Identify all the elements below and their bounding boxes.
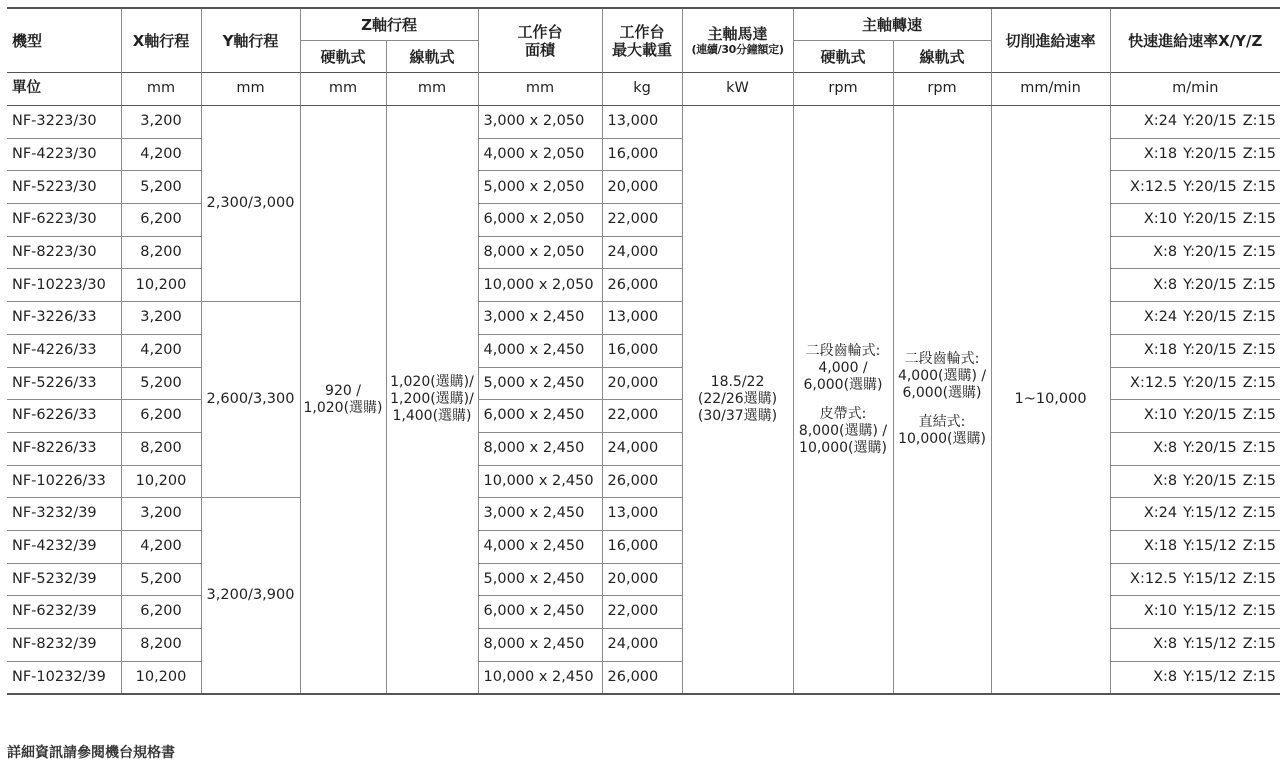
rapid-feed-rz: Z:15 — [1242, 341, 1277, 358]
rapid-feed-rx: X:18 — [1143, 145, 1178, 162]
unit-motor: kW — [682, 73, 793, 106]
header-table-area-line2: 面積 — [525, 40, 556, 59]
rapid-feed-cell — [1110, 661, 1280, 694]
header-rapid-feed: 快速進給速率X/Y/Z — [1110, 8, 1280, 73]
rapid-feed-rx: X:8 — [1153, 440, 1178, 457]
rapid-feed-rx: X:24 — [1143, 113, 1178, 130]
rapid-feed-ry: Y:15/12 — [1183, 570, 1237, 587]
rapid-feed-cell — [1110, 138, 1280, 171]
rapid-feed-ry: Y:20/15 — [1183, 211, 1237, 228]
rapid-feed-ry: Y:20/15 — [1183, 407, 1237, 424]
model-cell: NF-3223/30 — [7, 106, 121, 139]
header-speed-hard: 硬軌式 — [793, 41, 893, 73]
table-area-cell: 4,000 x 2,450 — [478, 334, 602, 367]
x-travel-cell: 10,200 — [121, 661, 201, 694]
spindle-motor-cell — [682, 106, 793, 695]
rapid-feed-ry: Y:20/15 — [1183, 472, 1237, 489]
table-area-cell: 5,000 x 2,050 — [478, 171, 602, 204]
table-load-cell: 13,000 — [602, 498, 682, 531]
rapid-feed-rx: X:8 — [1153, 636, 1178, 653]
rapid-feed-rx: X:24 — [1143, 505, 1178, 522]
rapid-feed-rz: Z:15 — [1242, 276, 1277, 293]
table-load-cell: 16,000 — [602, 334, 682, 367]
rapid-feed-ry: Y:20/15 — [1183, 243, 1237, 260]
unit-z-hard: mm — [300, 73, 386, 106]
table-area-cell: 8,000 x 2,450 — [478, 629, 602, 662]
model-cell: NF-10232/39 — [7, 661, 121, 694]
table-load-cell: 20,000 — [602, 563, 682, 596]
model-cell: NF-6226/33 — [7, 400, 121, 433]
header-table-load — [602, 8, 682, 73]
model-cell: NF-10226/33 — [7, 465, 121, 498]
rapid-feed-cell — [1110, 236, 1280, 269]
spindle-motor-line: (30/37選購) — [697, 408, 778, 425]
speed-linear-line: 二段齒輪式: — [904, 351, 980, 368]
model-cell: NF-8223/30 — [7, 236, 121, 269]
unit-cut-feed: mm/min — [991, 73, 1110, 106]
table-load-cell: 24,000 — [602, 432, 682, 465]
rapid-feed-ry: Y:20/15 — [1183, 440, 1237, 457]
rapid-feed-cell — [1110, 432, 1280, 465]
speed-linear-line — [896, 402, 989, 415]
speed-linear-cell — [893, 106, 991, 695]
table-area-cell: 3,000 x 2,450 — [478, 302, 602, 335]
header-table-load-line2: 最大載重 — [612, 40, 673, 59]
rapid-feed-cell — [1110, 596, 1280, 629]
rapid-feed-cell — [1110, 400, 1280, 433]
rapid-feed-ry: Y:15/12 — [1183, 538, 1237, 555]
spec-table-body — [7, 106, 1280, 695]
y-travel-cell: 2,600/3,300 — [201, 302, 300, 498]
speed-hard-line: 6,000(選購) — [803, 376, 883, 393]
x-travel-cell: 8,200 — [121, 629, 201, 662]
table-area-cell: 10,000 x 2,450 — [478, 465, 602, 498]
speed-hard-line — [796, 393, 891, 406]
header-table-area-line1: 工作台 — [517, 22, 563, 41]
table-area-cell: 6,000 x 2,450 — [478, 400, 602, 433]
table-load-cell: 16,000 — [602, 138, 682, 171]
rapid-feed-rx: X:8 — [1153, 472, 1178, 489]
rapid-feed-cell — [1110, 269, 1280, 302]
rapid-feed-cell — [1110, 563, 1280, 596]
table-load-cell: 26,000 — [602, 465, 682, 498]
rapid-feed-rz: Z:15 — [1242, 211, 1277, 228]
rapid-feed-rx: X:10 — [1143, 603, 1178, 620]
rapid-feed-ry: Y:20/15 — [1183, 341, 1237, 358]
unit-speed-linear: rpm — [893, 73, 991, 106]
rapid-feed-rz: Z:15 — [1242, 538, 1277, 555]
header-table-area — [478, 8, 602, 73]
header-spindle-speed: 主軸轉速 — [793, 8, 991, 41]
table-area-cell: 3,000 x 2,050 — [478, 106, 602, 139]
rapid-feed-ry: Y:15/12 — [1183, 636, 1237, 653]
rapid-feed-rx: X:12.5 — [1130, 374, 1178, 391]
table-load-cell: 22,000 — [602, 596, 682, 629]
unit-speed-hard: rpm — [793, 73, 893, 106]
header-cutting-feed: 切削進給速率 — [991, 8, 1110, 73]
rapid-feed-rz: Z:15 — [1242, 113, 1277, 130]
model-cell: NF-8232/39 — [7, 629, 121, 662]
header-spindle-motor — [682, 8, 793, 73]
spec-table — [7, 7, 1280, 695]
rapid-feed-cell — [1110, 498, 1280, 531]
x-travel-cell: 4,200 — [121, 138, 201, 171]
rapid-feed-cell — [1110, 465, 1280, 498]
rapid-feed-rz: Z:15 — [1242, 243, 1277, 260]
y-travel-cell: 2,300/3,000 — [201, 106, 300, 302]
x-travel-cell: 4,200 — [121, 334, 201, 367]
model-cell: NF-4232/39 — [7, 530, 121, 563]
model-cell: NF-5223/30 — [7, 171, 121, 204]
header-z-hard: 硬軌式 — [300, 41, 386, 73]
x-travel-cell: 3,200 — [121, 498, 201, 531]
rapid-feed-rx: X:12.5 — [1130, 570, 1178, 587]
unit-area: mm — [478, 73, 602, 106]
x-travel-cell: 3,200 — [121, 106, 201, 139]
x-travel-cell: 6,200 — [121, 400, 201, 433]
table-load-cell: 22,000 — [602, 204, 682, 237]
rapid-feed-ry: Y:20/15 — [1183, 178, 1237, 195]
rapid-feed-cell — [1110, 106, 1280, 139]
table-load-cell: 26,000 — [602, 269, 682, 302]
rapid-feed-ry: Y:15/12 — [1183, 505, 1237, 522]
rapid-feed-cell — [1110, 171, 1280, 204]
rapid-feed-cell — [1110, 367, 1280, 400]
rapid-feed-ry: Y:15/12 — [1183, 603, 1237, 620]
table-area-cell: 3,000 x 2,450 — [478, 498, 602, 531]
speed-linear-line: 6,000(選購) — [902, 384, 982, 401]
speed-hard-cell — [793, 106, 893, 695]
table-area-cell: 8,000 x 2,050 — [478, 236, 602, 269]
rapid-feed-cell — [1110, 302, 1280, 335]
rapid-feed-rz: Z:15 — [1242, 145, 1277, 162]
table-load-cell: 20,000 — [602, 367, 682, 400]
table-load-cell: 26,000 — [602, 661, 682, 694]
table-load-cell: 13,000 — [602, 106, 682, 139]
header-x-travel: X軸行程 — [121, 8, 201, 73]
rapid-feed-rz: Z:15 — [1242, 407, 1277, 424]
rapid-feed-cell — [1110, 204, 1280, 237]
speed-hard-line: 8,000(選購) / — [798, 422, 888, 439]
rapid-feed-rz: Z:15 — [1242, 668, 1277, 685]
rapid-feed-rz: Z:15 — [1242, 570, 1277, 587]
table-load-cell: 16,000 — [602, 530, 682, 563]
x-travel-cell: 4,200 — [121, 530, 201, 563]
z-hard-cell — [300, 106, 386, 695]
table-area-cell: 4,000 x 2,450 — [478, 530, 602, 563]
rapid-feed-rz: Z:15 — [1242, 440, 1277, 457]
y-travel-cell: 3,200/3,900 — [201, 498, 300, 695]
unit-label: 單位 — [7, 73, 121, 106]
rapid-feed-ry: Y:20/15 — [1183, 276, 1237, 293]
rapid-feed-rx: X:8 — [1153, 243, 1178, 260]
rapid-feed-rx: X:12.5 — [1130, 178, 1178, 195]
model-cell: NF-10223/30 — [7, 269, 121, 302]
speed-hard-line: 10,000(選購) — [799, 439, 887, 456]
rapid-feed-rz: Z:15 — [1242, 178, 1277, 195]
table-area-cell: 8,000 x 2,450 — [478, 432, 602, 465]
model-cell: NF-4223/30 — [7, 138, 121, 171]
model-cell: NF-3232/39 — [7, 498, 121, 531]
x-travel-cell: 10,200 — [121, 269, 201, 302]
x-travel-cell: 6,200 — [121, 204, 201, 237]
header-model: 機型 — [7, 8, 121, 73]
rapid-feed-rx: X:18 — [1143, 341, 1178, 358]
rapid-feed-ry: Y:20/15 — [1183, 145, 1237, 162]
z-hard-line: 920 / — [325, 382, 361, 399]
rapid-feed-rz: Z:15 — [1242, 505, 1277, 522]
table-load-cell: 24,000 — [602, 629, 682, 662]
rapid-feed-ry: Y:15/12 — [1183, 668, 1237, 685]
unit-z-linear: mm — [386, 73, 478, 106]
model-cell: NF-4226/33 — [7, 334, 121, 367]
table-row — [7, 106, 1280, 139]
header-y-travel: Y軸行程 — [201, 8, 300, 73]
rapid-feed-rz: Z:15 — [1242, 636, 1277, 653]
rapid-feed-cell — [1110, 530, 1280, 563]
rapid-feed-ry: Y:20/15 — [1183, 374, 1237, 391]
table-area-cell: 6,000 x 2,050 — [478, 204, 602, 237]
footnote: 詳細資訊請參閱機台規格書 — [7, 745, 175, 761]
rapid-feed-rx: X:8 — [1153, 668, 1178, 685]
rapid-feed-cell — [1110, 334, 1280, 367]
rapid-feed-rz: Z:15 — [1242, 603, 1277, 620]
x-travel-cell: 8,200 — [121, 236, 201, 269]
model-cell: NF-8226/33 — [7, 432, 121, 465]
header-z-linear: 線軌式 — [386, 41, 478, 73]
z-linear-cell — [386, 106, 478, 695]
rapid-feed-rx: X:10 — [1143, 211, 1178, 228]
rapid-feed-rx: X:8 — [1153, 276, 1178, 293]
speed-linear-line: 10,000(選購) — [898, 431, 986, 448]
header-spindle-motor-line2: (連續/30分鐘額定) — [691, 42, 784, 56]
header-spindle-motor-line1: 主軸馬達 — [707, 24, 768, 43]
speed-hard-line: 4,000 / — [818, 359, 868, 376]
rapid-feed-cell — [1110, 629, 1280, 662]
x-travel-cell: 5,200 — [121, 367, 201, 400]
spindle-motor-line: (22/26選購) — [697, 391, 778, 408]
x-travel-cell: 8,200 — [121, 432, 201, 465]
table-area-cell: 6,000 x 2,450 — [478, 596, 602, 629]
model-cell: NF-5232/39 — [7, 563, 121, 596]
z-linear-line: 1,200(選購)/ — [390, 391, 474, 408]
x-travel-cell: 10,200 — [121, 465, 201, 498]
speed-linear-line: 直結式: — [918, 414, 966, 431]
z-linear-line: 1,020(選購)/ — [390, 374, 474, 391]
rapid-feed-rx: X:18 — [1143, 538, 1178, 555]
table-area-cell: 5,000 x 2,450 — [478, 367, 602, 400]
speed-hard-line: 皮帶式: — [819, 405, 867, 422]
model-cell: NF-6232/39 — [7, 596, 121, 629]
table-area-cell: 4,000 x 2,050 — [478, 138, 602, 171]
rapid-feed-rx: X:24 — [1143, 309, 1178, 326]
table-load-cell: 24,000 — [602, 236, 682, 269]
table-area-cell: 10,000 x 2,450 — [478, 661, 602, 694]
rapid-feed-ry: Y:20/15 — [1183, 113, 1237, 130]
unit-x: mm — [121, 73, 201, 106]
rapid-feed-ry: Y:20/15 — [1183, 309, 1237, 326]
unit-y: mm — [201, 73, 300, 106]
speed-linear-line: 4,000(選購) / — [897, 368, 987, 385]
table-area-cell: 5,000 x 2,450 — [478, 563, 602, 596]
rapid-feed-rx: X:10 — [1143, 407, 1178, 424]
model-cell: NF-3226/33 — [7, 302, 121, 335]
speed-hard-line: 二段齒輪式: — [805, 343, 881, 359]
header-z-travel: Z軸行程 — [300, 8, 478, 41]
model-cell: NF-6223/30 — [7, 204, 121, 237]
rapid-feed-rz: Z:15 — [1242, 374, 1277, 391]
z-hard-line: 1,020(選購) — [303, 399, 383, 416]
rapid-feed-rz: Z:15 — [1242, 309, 1277, 326]
header-table-load-line1: 工作台 — [619, 22, 665, 41]
unit-rapid-feed: m/min — [1110, 73, 1280, 106]
x-travel-cell: 6,200 — [121, 596, 201, 629]
x-travel-cell: 5,200 — [121, 563, 201, 596]
cutting-feed-cell: 1~10,000 — [991, 106, 1110, 695]
model-cell: NF-5226/33 — [7, 367, 121, 400]
spindle-motor-line: 18.5/22 — [710, 374, 765, 391]
header-speed-linear: 線軌式 — [893, 41, 991, 73]
table-area-cell: 10,000 x 2,050 — [478, 269, 602, 302]
table-load-cell: 13,000 — [602, 302, 682, 335]
table-load-cell: 20,000 — [602, 171, 682, 204]
z-linear-line: 1,400(選購) — [392, 408, 472, 425]
x-travel-cell: 5,200 — [121, 171, 201, 204]
table-load-cell: 22,000 — [602, 400, 682, 433]
x-travel-cell: 3,200 — [121, 302, 201, 335]
rapid-feed-rz: Z:15 — [1242, 472, 1277, 489]
unit-load: kg — [602, 73, 682, 106]
